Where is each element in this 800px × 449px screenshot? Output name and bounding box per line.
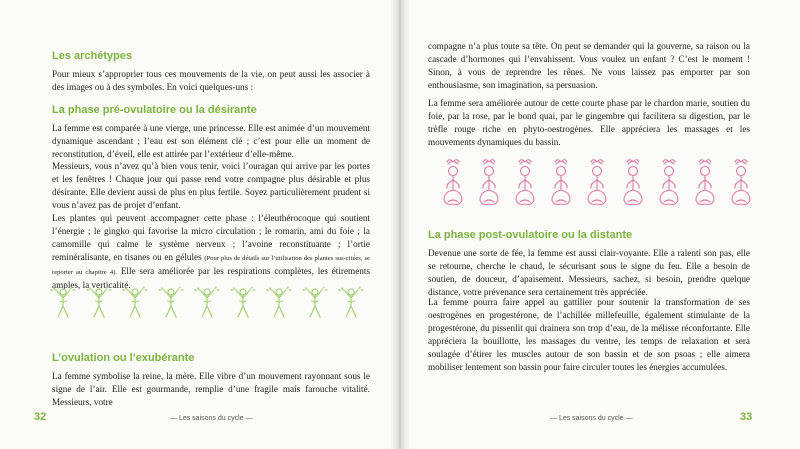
plants-text-end: Elle sera améliorée par les respirations complètes, les étirements amples, la verticalité. xyxy=(52,266,370,290)
phase-postovulatory-title: La phase post-ovulatoire ou la distante xyxy=(428,229,633,241)
dancing-woman-icon xyxy=(192,284,222,320)
dancing-woman-icon xyxy=(336,284,366,320)
paragraph: La femme sera améliorée autour de cette courte phase par le chardon marie, soutien du foie, par la rose, par le bond quai, par le gingembre qui facilitera sa digestion, par le trèfle rouge riche en phyto-oestrogènes. Elle appréciera les massages et les mouvements dynamiques du bassin. xyxy=(428,98,750,147)
dancing-woman-icon xyxy=(228,284,258,320)
plants-text: Les plantes qui peuvent accompagner cette phase : l’éleuthérocoque qui soutient l’énergie ; le gingko qui favorise la micro circulation ; le romarin, ami du foie ; la camomille qui calme le système nerveux ; l’avoine reconstituante ; l’ortie reminéralisante, en tisanes ou en gélules xyxy=(52,213,370,262)
dancing-woman-icon xyxy=(264,284,294,320)
seated-woman-icon xyxy=(474,158,504,212)
seated-woman-icon xyxy=(726,158,756,212)
right-page xyxy=(400,0,800,449)
page-number: 32 xyxy=(34,411,47,423)
seated-woman-icon xyxy=(582,158,612,212)
section-title: Les archétypes xyxy=(52,50,133,62)
pink-figures-row xyxy=(438,158,756,212)
phase-ovulation-title: L’ovulation ou l’exubérante xyxy=(52,352,195,364)
paragraph: La femme est comparée à une vierge, une princesse. Elle est animée d’un mouvement dynamique ascendant ; l’eau est son élément clé ; c’est pour elle un moment de reconstitution, d’éveil, elle est attirée par l’extérieur d’elle-même. xyxy=(52,123,370,159)
seated-woman-icon xyxy=(654,158,684,212)
seated-woman-icon xyxy=(438,158,468,212)
dancing-woman-icon xyxy=(156,284,186,320)
page-number: 33 xyxy=(740,411,753,423)
dancing-woman-icon xyxy=(300,284,330,320)
phase-preovulatory-title: La phase pré-ovulatoire ou la désirante xyxy=(52,104,257,116)
dancing-woman-icon xyxy=(48,284,78,320)
seated-woman-icon xyxy=(690,158,720,212)
intro-paragraph: Pour mieux s’approprier tous ces mouvements de la vie, on peut aussi les associer à des images ou à des symboles. En voici quelques-uns : xyxy=(52,69,370,92)
paragraph xyxy=(52,212,370,292)
paragraph: La femme pourra faire appel au gattilier pour soutenir la transformation de ses oestrogènes en progestérone, de l’achillée millefeuille, également stimulante de la progestérone, du pissenlit qui drainera son trop d’eau, de la mélisse réconfortante. Elle appréciera la bouillotte, les massages du ventre, les temps de relaxation et sera soulagée d’étirer les muscles autour de son bassin et de son psoas ; elle aimera mobiliser lentement son bassin pour faire circuler toutes les énergies accumulées. xyxy=(428,297,750,372)
green-figures-row xyxy=(48,284,366,320)
seated-woman-icon xyxy=(510,158,540,212)
dancing-woman-icon xyxy=(120,284,150,320)
book-gutter xyxy=(390,0,410,449)
paragraph: compagne n’a plus toute sa tête. On peut se demander qui la gouverne, sa raison ou la cascade d’hormones qui l’envahissent. Vous voulez un enfant ? C’est le moment ! Sinon, à vous de reprendre les rênes. Ne vous laissez pas emporter par son enthousiasme, son imagination, sa persuasion. xyxy=(428,41,750,90)
left-page xyxy=(0,0,398,449)
seated-woman-icon xyxy=(618,158,648,212)
running-footer: — Les saisons du cycle — xyxy=(550,415,633,422)
paragraph: Messieurs, vous n’avez qu’à bien vous tenir, voici l’ouragan qui arrive par les portes et les fenêtres ! Chaque jour qui passe rend votre compagne plus désirable et plus désirante. Elle devient aussi de plus en plus fertile. Soyez particulièrement prudent si vous n’avez pas de projet d’enfant. xyxy=(52,161,370,210)
paragraph: Devenue une sorte de fée, la femme est aussi clair-voyante. Elle a ralenti son pas, elle se retourne, cherche le chaud, le sécurisant sous le signe du feu. Elle a besoin de soutien, de douceur, d’apaisement. Messieurs, sachez, si besoin, prendre quelque distance, votre prévenance sera certainement très appréciée. xyxy=(428,248,750,297)
paragraph: La femme symbolise la reine, la mère. Elle vibre d’un mouvement rayonnant sous le signe de l’air. Elle est gourmande, remplie d’une fragile mais farouche vitalité. Messieurs, votre xyxy=(52,371,370,407)
seated-woman-icon xyxy=(546,158,576,212)
dancing-woman-icon xyxy=(84,284,114,320)
running-footer: — Les saisons du cycle — xyxy=(170,415,253,422)
plants-footnote: (Pour plus de détails sur l’utilisation des plantes sus-citées, se reporter au chapitre 4). xyxy=(52,255,370,276)
